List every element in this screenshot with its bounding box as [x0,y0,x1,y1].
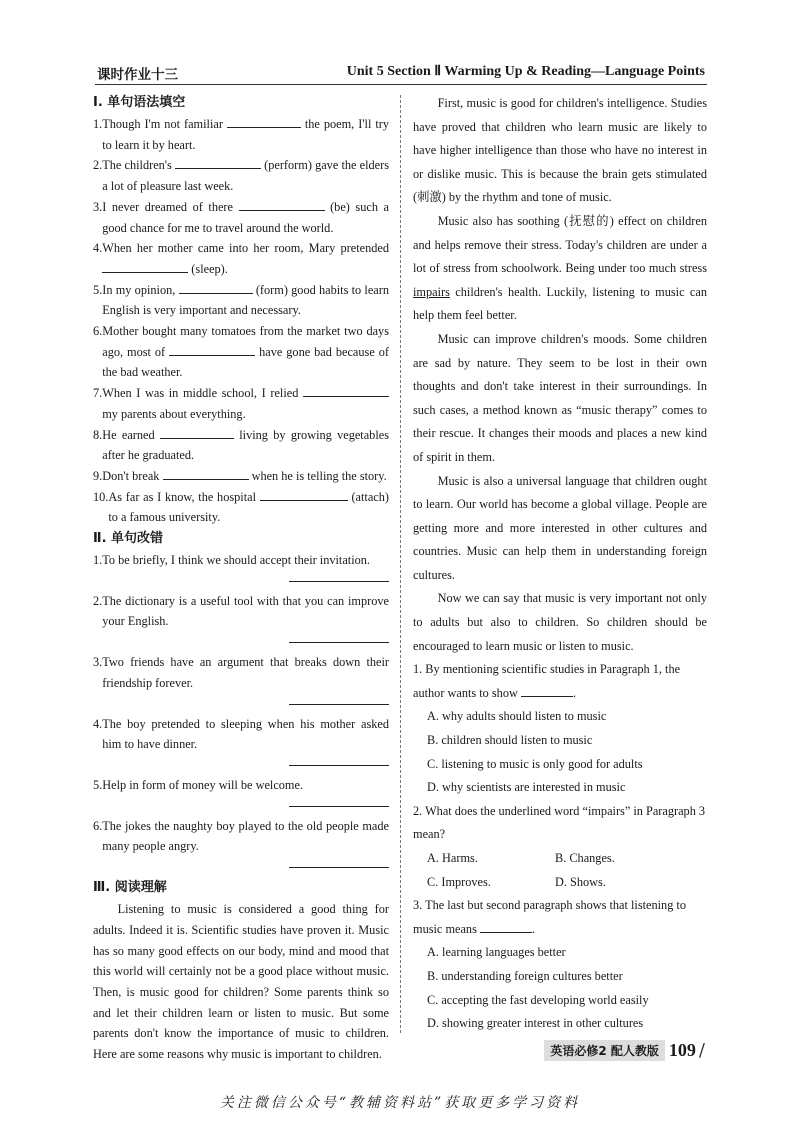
reading-paragraph-5: Music is also a universal language that children ought to learn. Our world has become a global village. People are getting more and more interested in other cultures and countries. Music can help them in understanding foreign cultures. [413,473,707,582]
item-text: Help in form of money will be welcome. [102,777,304,792]
item-text-b: (form) good habits to learn English is very important and necessary. [102,282,389,318]
q2-option-d[interactable]: D. Shows. [555,874,606,889]
correction-item [93,714,389,766]
item-number: 10. [93,489,109,504]
answer-blank[interactable] [102,259,188,273]
answer-line[interactable] [289,694,389,705]
q3-option-b[interactable]: B. understanding foreign cultures better [427,968,623,983]
correction-sentence [93,591,389,632]
correction-list [93,550,389,868]
item-number: 1. [93,553,103,568]
question-1 [413,658,707,800]
item-text [102,155,389,196]
item-number: 3. [93,199,103,214]
item-text-a: Mother bought many tomatoes from the market two days ago, most of [102,324,389,359]
item-text-a: Don't break [102,468,163,483]
question-3-stem: 3. The last but second paragraph shows that listening to music means [413,898,686,936]
reading-paragraph-4: Music can improve children's moods. Some children are sad by nature. They seem to be lost in their own thoughts and don't take interest in their surroundings. In such cases, a method known as “music therapy” comes to their rescue. It changes their moods and places a new kind of spirit in them. [413,331,707,464]
correction-sentence [93,775,389,796]
page-header [95,62,707,85]
answer-blank[interactable] [179,280,253,294]
item-text [102,466,389,487]
grammar-item [93,155,389,196]
item-number: 6. [93,818,103,833]
answer-line[interactable] [289,796,389,807]
page-footer [544,1039,705,1061]
item-text-b: (attach) to a famous university. [108,489,389,525]
item-number: 2. [93,158,103,173]
item-text-a: As far as I know, the hospital [108,489,260,504]
item-text [102,425,389,466]
column-divider [400,95,401,1033]
answer-line[interactable] [289,857,389,868]
p3-text-b: children's health. Luckily, listening to music can help them feel better. [413,284,707,323]
reading-paragraph-3 [413,210,707,328]
item-text-a: I never dreamed of there [102,199,239,214]
reading-paragraph-2: First, music is good for children's intelligence. Studies have proved that children who learn music are likely to have higher intelligence than those who have no interest in or dislike music. This is because the brain gets stimulated (刺激) by the rhythm and tone of music. [413,96,707,205]
correction-item [93,652,389,704]
correction-sentence [93,652,389,693]
item-text-b: (be) such a good chance for me to travel around the world. [102,199,389,235]
item-number: 9. [93,468,103,483]
grammar-item [93,114,389,155]
q1-option-c[interactable]: C. listening to music is only good for adults [427,756,643,771]
item-text-b: (sleep). [188,261,228,276]
item-number: 4. [93,716,103,731]
item-text-a: When her mother came into her room, Mary pretended [102,241,389,256]
grammar-item [93,280,389,321]
correction-sentence [93,714,389,755]
grammar-item [93,383,389,424]
page-slash: / [698,1039,705,1061]
q2-option-a[interactable]: A. Harms. [427,851,478,865]
reading-paragraph-1: Listening to music is considered a good thing for adults. Indeed it is. Scientific studies have proven it. Music has so many good effects on our body, mind and mood that this world will certainly not be a good place without music. Then, is music good for children? Some parents think so and let their children learn or listen to music. But some parents don't know the importance of music to children. Here are some reasons why music is important to children. [93,902,389,1062]
answer-blank[interactable] [227,114,301,128]
left-column [93,92,389,1065]
period: . [572,685,577,700]
item-text-a: When I was in middle school, I relied [102,386,303,401]
q1-option-d[interactable]: D. why scientists are interested in music [427,780,626,795]
item-text [102,238,389,279]
item-number: 6. [93,324,103,339]
item-number: 8. [93,427,103,442]
item-text-a: He earned [102,427,160,442]
item-text-b: when he is telling the story. [248,468,387,483]
item-number: 1. [93,117,103,131]
correction-item [93,591,389,643]
question-1-stem: 1. By mentioning scientific studies in Paragraph 1, the author wants to show [413,662,681,700]
item-text [102,197,389,238]
answer-line[interactable] [289,571,389,582]
grammar-item [93,238,389,279]
correction-item [93,816,389,868]
correction-item [93,775,389,807]
q2-options-row-2 [413,871,707,895]
item-number: 4. [93,241,103,256]
item-text: The boy pretended to sleeping when his mother asked him to have dinner. [102,716,389,752]
watermark: 关注微信公众号“教辅资料站”获取更多学习资料 [219,1095,581,1111]
p3-text-a: Music also has soothing (抚慰的) effect on children and helps remove their stress. Today's children are under a lot of stress from schoolwork. Being under too much stress [413,213,707,276]
grammar-list [93,114,389,528]
item-text-b: living by growing vegetables after he graduated. [102,427,389,463]
item-text-b: the poem, I'll try to learn it by heart. [102,117,389,152]
q2-option-c[interactable]: C. Improves. [427,874,491,889]
item-text [102,114,389,155]
item-text: The dictionary is a useful tool with that you can improve your English. [102,593,389,629]
unit-title: Unit 5 Section Ⅱ Warming Up & Reading—Language Points [346,64,705,79]
grammar-item [93,487,389,528]
section-correction-heading: Ⅱ. 单句改错 [93,531,164,547]
period: . [531,921,536,936]
q3-option-d[interactable]: D. showing greater interest in other cultures [427,1016,644,1031]
question-3 [413,894,707,1036]
item-text-b: have gone bad because of the bad weather. [102,344,389,380]
answer-blank[interactable] [239,197,325,211]
grammar-item [93,425,389,466]
answer-blank[interactable] [480,919,532,933]
correction-sentence [93,550,389,571]
question-2 [413,800,707,894]
grammar-item [93,321,389,383]
question-2-stem: 2. What does the underlined word “impairs” in Paragraph 3 mean? [413,803,706,842]
answer-blank[interactable] [160,425,234,439]
q2-options-row-1 [413,847,707,871]
item-text: To be briefly, I think we should accept their invitation. [102,553,371,568]
section-reading-heading: Ⅲ. 阅读理解 [93,880,167,896]
book-label: 英语必修2 配人教版 [544,1040,665,1061]
correction-item [93,550,389,582]
assignment-title: 课时作业十三 [97,67,178,83]
item-text-a: The children's [102,158,175,173]
reading-paragraph-6: Now we can say that music is very important not only to adults but also to children. So children should be encouraged to learn music or listen to music. [413,591,707,653]
q3-option-c[interactable]: C. accepting the fast developing world easily [427,992,649,1007]
item-text: The jokes the naughty boy played to the old people made many people angry. [102,818,389,854]
item-text-a: In my opinion, [102,282,179,297]
item-number: 5. [93,282,103,297]
item-text-b: (perform) gave the elders a lot of pleasure last week. [102,158,389,194]
item-text [102,280,389,321]
q1-option-a[interactable]: A. why adults should listen to music [427,709,607,724]
answer-line[interactable] [289,755,389,766]
correction-sentence [93,816,389,857]
answer-blank[interactable] [163,466,249,480]
item-number: 7. [93,386,103,401]
q2-option-b[interactable]: B. Changes. [555,851,615,865]
grammar-item [93,197,389,238]
grammar-item [93,466,389,487]
page-number: 109 [668,1039,696,1060]
item-text [102,321,389,383]
answer-line[interactable] [289,632,389,643]
answer-blank[interactable] [260,487,348,501]
underlined-word: impairs [413,284,450,299]
item-number: 5. [93,777,103,792]
q1-option-b[interactable]: B. children should listen to music [427,733,593,748]
item-text-a: Though I'm not familiar [102,117,227,131]
answer-blank[interactable] [175,155,261,169]
right-column [413,92,707,1036]
answer-blank[interactable] [169,342,255,356]
item-text: Two friends have an argument that breaks down their friendship forever. [102,655,389,690]
item-number: 3. [93,655,103,670]
item-text [108,487,389,528]
q3-option-a[interactable]: A. learning languages better [427,945,566,960]
item-text [102,383,389,424]
item-text-b: my parents about everything. [102,406,246,421]
answer-blank[interactable] [303,383,389,397]
section-grammar-heading: Ⅰ. 单句语法填空 [93,95,186,110]
answer-blank[interactable] [521,683,573,697]
item-number: 2. [93,593,103,608]
